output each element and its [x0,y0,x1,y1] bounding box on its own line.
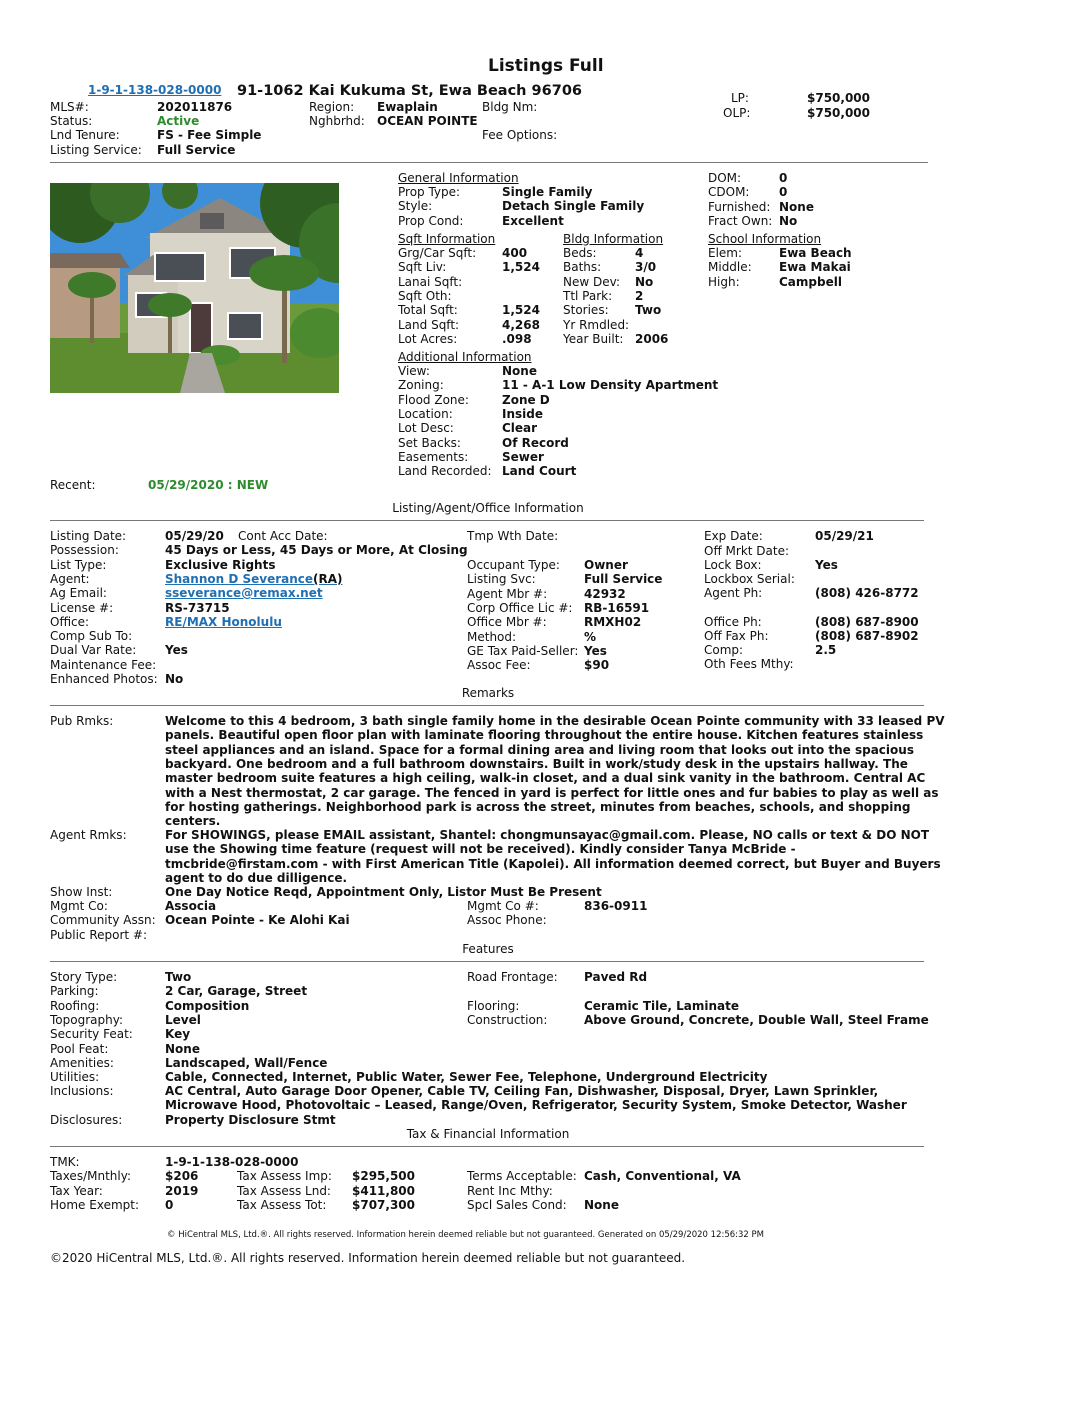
additional-row-value: 11 - A-1 Low Density Apartment [502,378,719,392]
listing-field-label: Ag Email: [50,586,107,600]
listing-col3-label: Off Mrkt Date: [704,544,790,558]
general-info-heading: General Information [398,171,519,185]
pub-remarks-line: for hosting gatherings. Neighborhood park is across the street, minutes from beaches, schools, and shopping [165,800,911,814]
tax-tmk-label: TMK: [50,1155,80,1169]
listing-col3-value: Yes [815,558,838,572]
olp-label: OLP: [723,106,751,120]
feature-value: Composition [165,999,250,1013]
home-exempt-value: 0 [165,1198,174,1212]
school-row-label: High: [708,275,740,289]
listing-field-label: Agent: [50,572,90,586]
additional-row-label: Set Backs: [398,436,461,450]
school-row-value: Campbell [779,275,842,289]
mgmt-co-no-value: 836-0911 [584,899,648,913]
sqft-row-label: Sqft Liv: [398,260,447,274]
bldg-row-label: Year Built: [563,332,624,346]
additional-row-label: Land Recorded: [398,464,492,478]
lp-label: LP: [731,91,749,105]
office-link[interactable]: RE/MAX Honolulu [165,615,282,629]
listing-section-title: Listing/Agent/Office Information [392,501,584,515]
feature-label: Parking: [50,984,99,998]
bldg-row-value: 3/0 [635,260,657,274]
sqft-row-label: Sqft Oth: [398,289,452,303]
listing-col2-value: RB-16591 [584,601,650,615]
general-row-value: Detach Single Family [502,199,645,213]
status-label: Status: [50,114,93,128]
feature-label: Security Feat: [50,1027,133,1041]
sqft-row-label: Lot Acres: [398,332,458,346]
pub-remarks-line: centers. [165,814,221,828]
inclusions-line: AC Central, Auto Garage Door Opener, Cable TV, Ceiling Fan, Dishwasher, Disposal, Dryer, Lawn Sprinkler, [165,1084,879,1098]
features-section-title: Features [462,942,514,956]
additional-row-value: Inside [502,407,543,421]
listing-col3-label: Lockbox Serial: [704,572,795,586]
bldg-row-value: 4 [635,246,644,260]
sqft-row-label: Total Sqft: [398,303,458,317]
region-label: Region: [309,100,355,114]
header-divider [50,162,928,163]
listing-field-label: Dual Var Rate: [50,643,137,657]
feature-value: Cable, Connected, Internet, Public Water, Sewer Fee, Telephone, Underground Electricity [165,1070,768,1084]
listing-field-value: Exclusive Rights [165,558,276,572]
features-divider [50,961,924,962]
fee-options-label: Fee Options: [482,128,558,142]
pub-remarks-line: panels. Beautiful open floor plan with laminate flooring throughout the entire house. Kitchen features stainless [165,728,924,742]
recent-label: Recent: [50,478,96,492]
construction-value: Above Ground, Concrete, Double Wall, Steel Frame [584,1013,929,1027]
tax-year-label: Tax Year: [50,1184,103,1198]
dom-row-label: CDOM: [708,185,750,199]
disclosures-value: Property Disclosure Stmt [165,1113,336,1127]
listing-col2-label: Listing Svc: [467,572,536,586]
disclosures-label: Disclosures: [50,1113,123,1127]
flooring-value: Ceramic Tile, Laminate [584,999,740,1013]
listing-col2-label: Tmp Wth Date: [467,529,559,543]
tmk-link[interactable]: 1-9-1-138-028-0000 [88,83,222,97]
pub-remarks-line: backyard. One bedroom and a full bathroom downstairs. Built in work/study desk in the upstairs hallway. The [165,757,908,771]
agent-name-link[interactable]: Shannon D Severance(RA) [165,572,343,586]
spcl-sales-value: None [584,1198,619,1212]
listing-col2-label: Assoc Fee: [467,658,531,672]
flooring-label: Flooring: [467,999,520,1013]
road-frontage-label: Road Frontage: [467,970,558,984]
listing-field-value: Yes [165,643,188,657]
listing-col2-label: GE Tax Paid-Seller: [467,644,579,658]
listing-divider [50,520,924,521]
listing-col2-label: Method: [467,630,517,644]
school-row-value: Ewa Beach [779,246,852,260]
additional-row-value: None [502,364,537,378]
bldg-row-label: Stories: [563,303,609,317]
listing-col2-label: Office Mbr #: [467,615,547,629]
page-title: Listings Full [488,56,604,76]
bldg-row-label: Baths: [563,260,602,274]
feature-label: Pool Feat: [50,1042,109,1056]
agent-remarks-line: For SHOWINGS, please EMAIL assistant, Shantel: chongmunsayac@gmail.com. Please, NO calls or text & DO NOT [165,828,930,842]
listing-col2-label: Occupant Type: [467,558,560,572]
dom-row-label: Fract Own: [708,214,773,228]
feature-value: Level [165,1013,201,1027]
nghbrhd-label: Nghbrhd: [309,114,365,128]
listing-col3-label: Comp: [704,643,744,657]
listing-col3-value: (808) 426-8772 [815,586,919,600]
property-address: 91-1062 Kai Kukuma St, Ewa Beach 96706 [237,83,582,99]
region-value: Ewaplain [377,100,438,114]
sqft-row-label: Land Sqft: [398,318,460,332]
sqft-row-label: Grg/Car Sqft: [398,246,477,260]
recent-value: 05/29/2020 : NEW [148,478,269,492]
listing-field-label: Enhanced Photos: [50,672,158,686]
dom-row-value: 0 [779,171,788,185]
additional-row-label: View: [398,364,430,378]
lp-value: $750,000 [807,91,871,105]
feature-label: Roofing: [50,999,100,1013]
remarks-divider [50,705,924,706]
show-inst-value: One Day Notice Reqd, Appointment Only, Listor Must Be Present [165,885,602,899]
sqft-row-value: 4,268 [502,318,540,332]
listing-col3-label: Off Fax Ph: [704,629,769,643]
listing-field-label: List Type: [50,558,107,572]
listing-col3-label: Lock Box: [704,558,762,572]
additional-row-label: Location: [398,407,453,421]
dom-row-label: Furnished: [708,200,771,214]
listing-col3-value: (808) 687-8900 [815,615,919,629]
general-row-label: Prop Type: [398,185,461,199]
remarks-section-title: Remarks [461,686,515,700]
service-label: Listing Service: [50,143,142,157]
mls-label: MLS#: [50,100,89,114]
school-row-value: Ewa Makai [779,260,851,274]
listing-col3-label: Exp Date: [704,529,763,543]
school-info-heading: School Information [708,232,822,246]
dom-row-value: 0 [779,185,788,199]
listing-col2-value: Full Service [584,572,663,586]
listing-field-label: Maintenance Fee: [50,658,157,672]
dom-row-label: DOM: [708,171,742,185]
bldg-row-label: Beds: [563,246,597,260]
feature-label: Topography: [50,1013,123,1027]
tax-lnd-label: Tax Assess Lnd: [237,1184,331,1198]
listing-field-label: Possession: [50,543,119,557]
agent-remarks-line: use the Showing time feature (request will not be received). Kindly consider Tanya McBride - [165,842,796,856]
feature-label: Amenities: [50,1056,114,1070]
mgmt-co-no-label: Mgmt Co #: [467,899,539,913]
bldg-info-heading: Bldg Information [563,232,664,246]
listing-field-label: Listing Date: [50,529,127,543]
general-row-label: Prop Cond: [398,214,464,228]
agent-email-link[interactable]: sseverance@remax.net [165,586,323,600]
terms-value: Cash, Conventional, VA [584,1169,741,1183]
tax-year-value: 2019 [165,1184,199,1198]
sqft-info-heading: Sqft Information [398,232,496,246]
pub-remarks-line: steel appliances and an island. Space for a formal dining area and living room that looks out into the spacious [165,743,914,757]
sqft-row-value: 1,524 [502,260,540,274]
tax-divider [50,1146,924,1147]
school-row-label: Middle: [708,260,752,274]
listing-col3-value: (808) 687-8902 [815,629,919,643]
additional-row-value: Land Court [502,464,577,478]
olp-value: $750,000 [807,106,871,120]
taxes-value: $206 [165,1169,199,1183]
tax-tmk-value: 1-9-1-138-028-0000 [165,1155,299,1169]
tax-imp-label: Tax Assess Imp: [237,1169,332,1183]
bldg-row-value: No [635,275,654,289]
mls-number: 202011876 [157,100,233,114]
agent-remarks-label: Agent Rmks: [50,828,127,842]
additional-row-value: Clear [502,421,538,435]
listing-col3-label: Oth Fees Mthy: [704,657,794,671]
feature-value: None [165,1042,200,1056]
tax-tot-label: Tax Assess Tot: [237,1198,327,1212]
listing-field-label: License #: [50,601,114,615]
listing-field-value: 45 Days or Less, 45 Days or More, At Closing [165,543,468,557]
additional-row-label: Lot Desc: [398,421,454,435]
tax-lnd-value: $411,800 [352,1184,416,1198]
listing-col2-value: 42932 [584,587,626,601]
bldg-row-label: Ttl Park: [563,289,613,303]
assoc-phone-label: Assoc Phone: [467,913,547,927]
feature-value: Landscaped, Wall/Fence [165,1056,328,1070]
general-row-label: Style: [398,199,433,213]
additional-row-label: Flood Zone: [398,393,469,407]
feature-value: 2 Car, Garage, Street [165,984,308,998]
listing-col3-label: Agent Ph: [704,586,763,600]
nghbrhd-value: OCEAN POINTE [377,114,478,128]
feature-label: Story Type: [50,970,118,984]
rent-inc-label: Rent Inc Mthy: [467,1184,553,1198]
tenure-value: FS - Fee Simple [157,128,262,142]
listing-field-value: 05/29/20 [165,529,224,543]
additional-row-value: Of Record [502,436,569,450]
property-photo [50,183,339,393]
sqft-row-value: .098 [502,332,532,346]
feature-value: Two [165,970,192,984]
footer-generated: © HiCentral MLS, Ltd.®. All rights reserved. Information herein deemed reliable but not guaranteed. Generated on 05/29/2020 12:56:32 PM [167,1230,764,1240]
listing-field-label: Comp Sub To: [50,629,133,643]
feature-label: Utilities: [50,1070,100,1084]
tenure-label: Lnd Tenure: [50,128,120,142]
cont-acc-label: Cont Acc Date: [238,529,328,543]
mgmt-co-label: Mgmt Co: [50,899,108,913]
mgmt-co-value: Associa [165,899,217,913]
listing-col3-value: 2.5 [815,643,837,657]
public-report-label: Public Report #: [50,928,148,942]
bldg-row-value: 2 [635,289,644,303]
feature-value: Key [165,1027,191,1041]
additional-row-label: Easements: [398,450,469,464]
additional-row-value: Sewer [502,450,544,464]
inclusions-line: Microwave Hood, Photovoltaic – Leased, Range/Oven, Refrigerator, Security System, Smoke Detector, Washer [165,1098,907,1112]
bldg-row-label: Yr Rmdled: [563,318,630,332]
spcl-sales-label: Spcl Sales Cond: [467,1198,567,1212]
listing-field-value: RS-73715 [165,601,230,615]
additional-info-heading: Additional Information [398,350,532,364]
footer-copyright: ©2020 HiCentral MLS, Ltd.®. All rights reserved. Information herein deemed reliable but not guaranteed. [50,1251,686,1265]
pub-remarks-line: with a Nest thermostat, 2 car garage. The fenced in yard is perfect for little ones and fur babies to play as well as [165,786,939,800]
tax-section-title: Tax & Financial Information [406,1127,570,1141]
listing-field-value: No [165,672,184,686]
additional-row-label: Zoning: [398,378,444,392]
general-row-value: Single Family [502,185,593,199]
construction-label: Construction: [467,1013,548,1027]
agent-remarks-line: tmcbride@firstam.com - with First American Title (Kapolei). All information deemed correct, but Buyer and Buyers [165,857,941,871]
inclusions-label: Inclusions: [50,1084,114,1098]
tax-imp-value: $295,500 [352,1169,416,1183]
listing-col2-value: Owner [584,558,628,572]
show-inst-label: Show Inst: [50,885,113,899]
home-exempt-label: Home Exempt: [50,1198,140,1212]
tax-tot-value: $707,300 [352,1198,416,1212]
status-value: Active [157,114,200,128]
listing-col2-value: Yes [584,644,607,658]
dom-row-value: No [779,214,798,228]
community-label: Community Assn: [50,913,156,927]
service-value: Full Service [157,143,236,157]
sqft-row-value: 400 [502,246,528,260]
listing-col2-value: RMXH02 [584,615,642,629]
dom-row-value: None [779,200,814,214]
listing-field-label: Office: [50,615,90,629]
road-frontage-value: Paved Rd [584,970,648,984]
taxes-label: Taxes/Mnthly: [50,1169,131,1183]
pub-remarks-line: master bedroom suite features a high ceiling, walk-in closet, and a dual sink vanity in the bathroom. Central AC [165,771,926,785]
listing-col3-label: Office Ph: [704,615,762,629]
sqft-row-label: Lanai Sqft: [398,275,463,289]
listing-col2-label: Corp Office Lic #: [467,601,573,615]
bldg-name-label: Bldg Nm: [482,100,538,114]
listing-col2-value: % [584,630,597,644]
community-value: Ocean Pointe - Ke Alohi Kai [165,913,350,927]
pub-remarks-label: Pub Rmks: [50,714,114,728]
listing-col3-value: 05/29/21 [815,529,874,543]
additional-row-value: Zone D [502,393,550,407]
terms-label: Terms Acceptable: [467,1169,577,1183]
bldg-row-value: 2006 [635,332,669,346]
bldg-row-label: New Dev: [563,275,621,289]
sqft-row-value: 1,524 [502,303,540,317]
listing-col2-label: Agent Mbr #: [467,587,548,601]
pub-remarks-line: Welcome to this 4 bedroom, 3 bath single family home in the desirable Ocean Pointe community with 33 leased PV [165,714,945,728]
general-row-value: Excellent [502,214,564,228]
listing-col2-value: $90 [584,658,610,672]
school-row-label: Elem: [708,246,743,260]
bldg-row-value: Two [635,303,662,317]
agent-role-suffix: (RA) [313,572,343,586]
agent-remarks-line: agent to do due dilligence. [165,871,348,885]
